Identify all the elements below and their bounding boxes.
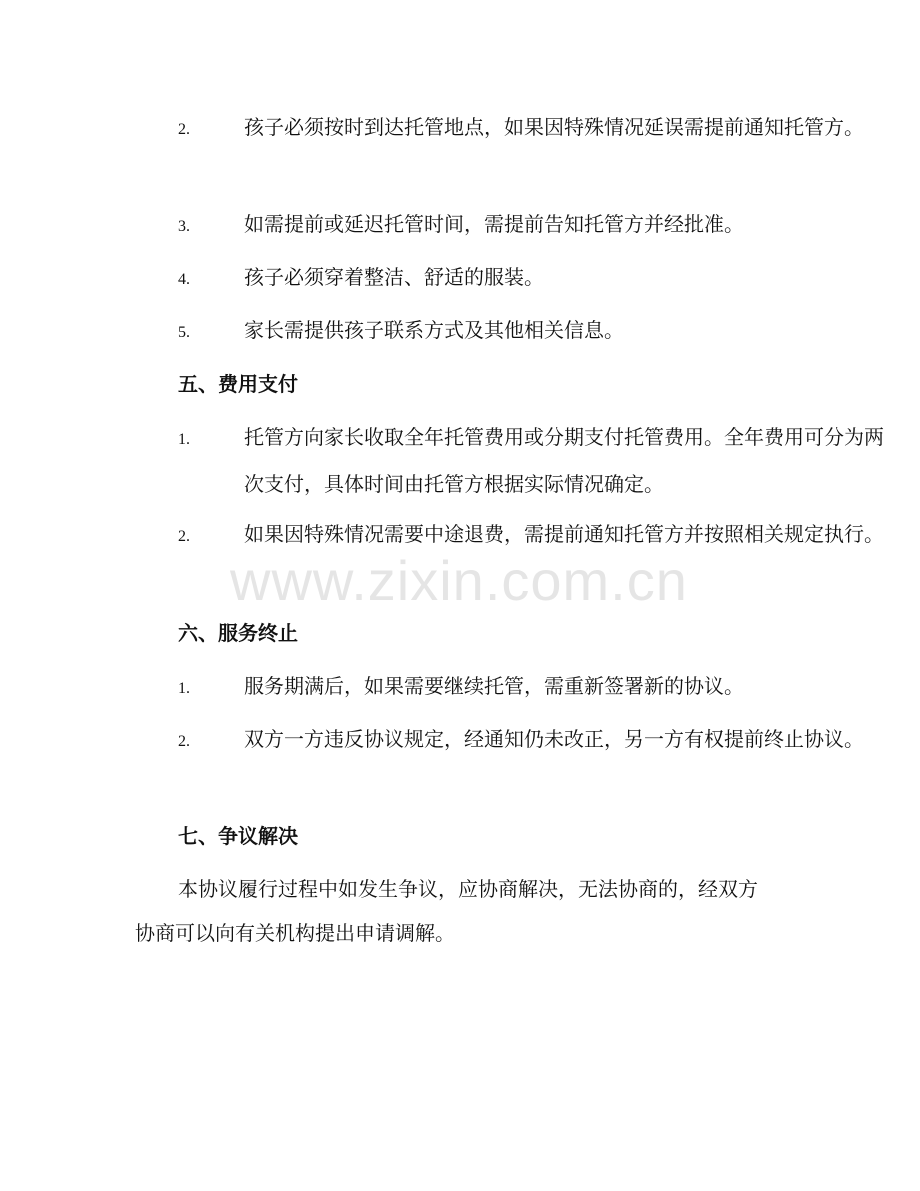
item-number: 4.: [178, 271, 190, 288]
section-heading: 七、争议解决: [178, 824, 298, 848]
item-text: 家长需提供孩子联系方式及其他相关信息。: [244, 318, 624, 342]
item-text: 如果因特殊情况需要中途退费，需提前通知托管方并按照相关规定执行。: [244, 522, 884, 546]
item-text: 孩子必须穿着整洁、舒适的服装。: [244, 265, 544, 289]
list-item: [135, 202, 884, 249]
item-number: 3.: [178, 218, 190, 235]
list-item: [135, 717, 884, 764]
item-text: 托管方向家长收取全年托管费用或分期支付托管费用。全年费用可分为两次支付，具体时间由托管方根据实际情况确定。: [244, 425, 884, 496]
section-heading: 五、费用支付: [178, 372, 298, 396]
list-item: [135, 105, 884, 152]
item-text: 如需提前或延迟托管时间，需提前告知托管方并经批准。: [244, 212, 744, 236]
list-item: [135, 255, 884, 302]
item-number: 2.: [178, 121, 190, 138]
item-number: 2.: [178, 733, 190, 750]
list-item: [135, 664, 884, 711]
item-text: 孩子必须按时到达托管地点，如果因特殊情况延误需提前通知托管方。: [244, 115, 864, 139]
item-number: 1.: [178, 431, 190, 448]
item-text: 双方一方违反协议规定，经通知仍未改正，另一方有权提前终止协议。: [244, 727, 864, 751]
watermark: www.zixin.com.cn: [230, 549, 688, 612]
item-text: 服务期满后，如果需要继续托管，需重新签署新的协议。: [244, 674, 744, 698]
item-number: 2.: [178, 528, 190, 545]
section-heading: 六、服务终止: [178, 621, 298, 645]
list-item: [135, 415, 884, 506]
item-number: 5.: [178, 324, 190, 341]
list-item: [135, 308, 884, 355]
item-number: 1.: [178, 680, 190, 697]
body-paragraph: 本协议履行过程中如发生争议，应协商解决，无法协商的，经双方协商可以向有关机构提出申请调解。: [135, 877, 758, 945]
